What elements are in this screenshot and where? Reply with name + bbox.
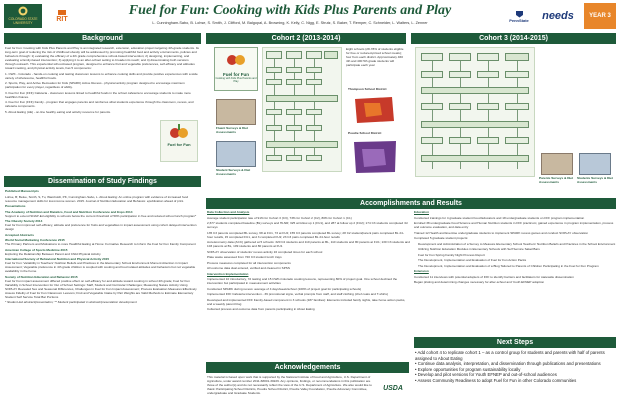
dissemination-heading: Dissemination of Study Findings xyxy=(4,176,201,187)
data-item: 135 C3 parents completed BL survey, 68 at FU1, 73 at FU2; 155 C3 parents completed BL survey; 28 C2 student/parent pairs completed BL 24-hour recalls, 15 completed FU1, and 3 completed FU2; 23 C3 pairs completed BL 24-hour recalls xyxy=(207,230,404,239)
ext-item: Conducted 11 interviews with potential adopters of FFF to identify barriers and facilitators for statewide dissemination xyxy=(414,274,574,279)
csu-logo xyxy=(4,4,42,28)
flow-node xyxy=(266,141,338,148)
data-item: All outcome data dual entered, verified and cleaned in SPSS xyxy=(207,266,290,270)
parents-photo xyxy=(541,153,573,175)
cohort3-heading: Cohort 3 (2014-2015) xyxy=(411,33,616,44)
flow-node xyxy=(324,51,338,59)
fuel-for-fun-logo-text: Fuel for Fun xyxy=(167,142,191,147)
flow-node xyxy=(286,155,302,161)
flow-node xyxy=(449,71,471,78)
acknowledgements-text: This material is based upon work that is supported by the National Institute of Food and Agriculture, U.S. Department of Agriculture, under award number 2011-68001-30229. Any opinions, findings, or recommendations in this publication are those of the author(s) and do not necessarily reflect the view of the U.S. Department of Agriculture. We also would like to thank: Participating School Districts, Poudre School District, Poudre Valley Foundation, Poudre Advocacy Committee, undergraduate and Graduate Students. xyxy=(207,375,372,395)
next-step-text: Assess Community Readiness to adopt Fuel for Fun in other Colorado communities xyxy=(417,377,577,383)
data-item: SOPLAY observation of students' recess activity 16 completed times for each school xyxy=(207,249,323,254)
flow-node xyxy=(449,103,471,110)
presentation-text: The Primary Partners and Motivations to more Healthful Eating at Home: Formative Research to Inform the Fuel for Fun Family Component xyxy=(5,242,196,246)
impl-item: Implemented FFF Cafeteria intervention - 39 promotional signs, verbal prompts from staff, and staff clothing (chef coats and T-shirts) xyxy=(207,292,388,296)
accomplishments-heading: Accomplishments and Results xyxy=(206,198,616,209)
usda-logo xyxy=(380,380,406,396)
cohort2-diagram xyxy=(206,45,406,195)
next-step-text: Explore opportunities for program sustainability locally xyxy=(417,366,521,372)
edu-item: Trained 12 Health and Exercise undergraduate students to implement SPARK recess games and conduct SOPLAY observation xyxy=(414,230,589,235)
flow-node xyxy=(286,125,302,131)
impl-item: Implemented 10 introductory, 7d tasting and 15 CWK-Colorado cooking lessons, representing 80% of project goal. One school declined the intervention but participated in measurement activities xyxy=(207,277,398,285)
presentation-text: Fuel for Fun improved self-efficacy, attitude and preference for fruits and vegetables in impact assessment using cohort delayed intervention design xyxy=(5,223,197,231)
flow-node xyxy=(266,51,282,59)
flow-node xyxy=(266,125,282,131)
flow-node xyxy=(421,137,443,144)
edu-item: Fuel for Fun Spring Family Night Process Report xyxy=(418,252,485,257)
needs-logo xyxy=(537,8,579,24)
flow-node xyxy=(505,53,529,61)
parents-surveys-label: Parents Surveys & Diet Assessments xyxy=(539,176,574,184)
presentation-heading: Society of Nutrition Education and Behavior 2015 xyxy=(5,274,78,279)
background-intro: Fuel for Fun: Cooking with Kids Plus Parents and Play is an integrated research, extension, education project targeting 4th-grade students. Its long-term goal of reducing the risk of childhood obesity will be addressed by promoting healthful food and activity environments, policies and behaviors through: 1) evaluating the efficacy of a 4th grade comprehensive school-based intervention; 2) designing, implementing, and evaluating a family-based intervention; 3) applying it to an after-school setting to broaden its reach; and 4) disseminating both versions through outreach. This experiential school-based program, designed to enhance fruit and vegetable preferences, self-efficacy and attitudes toward cooking, and physical activity levels, has 5 components: xyxy=(5,46,199,70)
bullet-icon: • xyxy=(415,377,418,383)
background-item: 3. Fuel for Fun (FFF) Cafeteria - classroom lessons linked to healthful foods in the school cafeteria to encourage students to make more healthful choices. xyxy=(5,90,191,99)
rit-logo xyxy=(48,6,76,26)
flow-node xyxy=(477,103,499,110)
impl-item: Collected process and outcome data from parents participating in About Eating xyxy=(207,307,315,311)
flow-node xyxy=(266,155,282,161)
flow-node xyxy=(477,137,499,144)
edu-item: The Development, Implementation and Evaluation of a Blog Tailored to Parents of Children Participating in the Fuel for Fun Program xyxy=(418,263,599,268)
background-item: 2. Sports, Play, and Active Recreation for Kids (SPARK) Active Recess - physical activity program designed to encourage maximum participation for every player, regardless of ability. xyxy=(5,81,185,89)
flow-node xyxy=(286,79,302,85)
next-step-item xyxy=(415,350,615,361)
flow-node xyxy=(449,137,471,144)
flow-node xyxy=(421,103,443,110)
poudre-map xyxy=(352,139,398,175)
background-item: 4. Fuel for Fun (FFF) Family - program that engages parents and reinforces what students experience through the classroom, recess, and cafeteria components. xyxy=(5,100,194,108)
rit-logo-text: RIT xyxy=(56,16,68,23)
published-text: Lohse, B; Belue, Smith, S, Tu, Wamboldt, PK, Cunningham-Sabo, L. About Eating: An online program with evidence of increased food resource management skills for low-income women. 2015. Journal of Nutrition Education and Behavior. epublication ahead of print. xyxy=(5,194,189,203)
presentation-text: Exploring the Relationship Between Parent and Child Physical Activity xyxy=(5,251,101,256)
edu-item: The Development, Implementation and Evaluation of Fuel for Fun Action Packs xyxy=(418,258,527,262)
data-item: 2,677 students completed baseline (BL) surveys and HLNR; 325 at follow up 1 (FU1), and 287 at follow up 2 (FU2); 174 C3 students completed 3d surveys xyxy=(207,221,408,229)
flow-node xyxy=(266,67,282,73)
impl-item: Developed and implemented FFF Family-based component in 3 schools (187 families): Elements included family nights, take home action packs, and a weekly parent blog xyxy=(207,297,406,306)
poster-authors: L. Cunningham-Sabo, B. Lohse, S. Smith, J. Clifford, M. Balgopal, A. Browning, K. Kelly, C. Nigg, E. Strutz, S. Baker, T. Remper, C. Schneider, L. Walters, L. Zenner xyxy=(152,21,428,25)
edu-item: Development and Administration of a Survey to Measure Elementary School Teachers' Nutrition Beliefs and Practices in the School Environment xyxy=(418,241,616,246)
usda-logo-text: USDA xyxy=(383,384,403,392)
students-surveys-label: Students Surveys & Diet Assessments xyxy=(577,176,613,184)
flow-node xyxy=(306,79,322,85)
thompson-label: Thompson School District xyxy=(348,87,387,91)
presentation-heading: Accepted Abstracts xyxy=(5,232,34,237)
year-badge-text: YEAR 3 xyxy=(589,13,611,19)
background-heading: Background xyxy=(4,33,201,44)
flow-node xyxy=(505,103,529,110)
flow-node xyxy=(421,87,529,94)
background-item: 5. About Eating (AE) - on-line healthy eating and activity resource for parents. xyxy=(5,109,111,114)
dissemination-body xyxy=(5,189,200,409)
presentation-text: Support to extend SNAP-Ed eligibility to schools below the current threshold of 50% participation in free and reduced school lunch program* xyxy=(5,213,197,218)
bullet-icon: • xyxy=(415,372,418,378)
cohort2-brand-sub: Cooking with Kids Plus Parents and Play xyxy=(215,77,257,83)
presentation-heading: American College of Sports Medicine 2015 xyxy=(5,247,68,252)
background-item: 1. CWK - Colorado - hands-on cooking and tasting classroom lessons to enhance cooking skills and provide positive experiences with a wide variety of wholesome, healthful foods. xyxy=(5,71,198,80)
next-step-text: Continue data analysis, interpretation, and dissemination through publications and presentations xyxy=(417,361,601,367)
flow-node xyxy=(306,67,322,73)
ext-item: Began piloting and determining changes necessary for after-school and Youth EFNEP adoption xyxy=(414,280,545,284)
students-photo xyxy=(216,141,256,167)
acknowledgements-heading: Acknowledgements xyxy=(206,362,409,373)
vegetables-icon xyxy=(168,123,190,141)
presentation-heading: The Academy of Nutrition and Dietetics, Food and Nutrition Conference and Expo 2014 xyxy=(5,209,133,214)
thompson-map xyxy=(352,95,396,125)
bullet-icon: • xyxy=(415,366,418,372)
needs-logo-text: needs xyxy=(542,10,574,22)
cohort2-brand-title: Fuel for Fun xyxy=(223,72,249,77)
flow-node xyxy=(306,109,322,115)
presentation-heading: World Social Marketing Conference 2015 xyxy=(5,238,65,242)
flow-node xyxy=(421,53,443,61)
data-item: Process measures completed for all intervention components xyxy=(207,260,291,265)
flow-node xyxy=(286,109,302,115)
data-item: Average student participation rate of 91% for Cohort 3 (C3), 73% for Cohort 2 (C2), 80% for Cohort 1 (C1) xyxy=(207,215,352,220)
next-step-text: Develop and pilot versions for Youth EFNEP and out-of-school audiences xyxy=(417,372,557,378)
pennstate-logo-text: PennState xyxy=(509,17,529,23)
flow-node xyxy=(477,71,499,78)
flow-node xyxy=(266,95,338,102)
dissemination-footnote: * Student-led abstract/presentation; ** Student participated in abstract/presentation development xyxy=(5,300,137,304)
fluent-surveys-label: Fluent Surveys & Diet Assessments xyxy=(216,126,248,134)
flow-node xyxy=(286,67,302,73)
data-collection-heading: Data Collection and Analysis xyxy=(207,210,250,214)
flow-node xyxy=(286,51,302,59)
presentation-text: Fuel for Fun impact assessment differed positive effect on self-efficacy for and attitude toward cooking in school 4th grade; Fuel for Fun Variability in School Intervention for Out of School Settings: Staff, Student and Curricular Challenges; Measuring Nature Activity Using SOPLAY Revealed Sex and Seasonal Differences, Challenges in Fuel for Fun Impact Assessment; Process Evaluation Measures Effectively Assess Fidelity of Fuel for Fun Classroom Lessons; Fruit and Vegetable Intake by Pair Weights are Valid Methods to Estimate Elementary Student Self Service Total Bar Portions xyxy=(5,278,197,299)
next-steps-heading: Next Steps xyxy=(414,337,616,348)
vegetables-icon xyxy=(225,51,247,67)
edu-item: Conducted trainings for 4 graduate student Food Educators and 18 undergraduate students on FFF program implementation xyxy=(414,215,585,220)
presentation-heading: International Society of Behavioral Nutrition and Physical Activity 2015 xyxy=(5,257,110,261)
edu-item: Completed 5 graduate student projects: xyxy=(414,236,469,240)
pennstate-logo xyxy=(505,8,533,24)
edu-item: Enrolled 38 undergraduate Food Science and Human Nutrition students in FFF practicum; gained experience in program implementation, process and outcome evaluation, and data entry xyxy=(414,221,614,229)
poster-title: Fuel for Fun: Cooking with Kids Plus Parents and Play xyxy=(128,3,452,18)
students-photo xyxy=(579,153,611,175)
tiger-icon xyxy=(57,9,67,16)
impl-item: Conducted SPARK during recess: average of 4 days/week/school (100% of project goal for participating schools) xyxy=(207,286,362,291)
flow-node xyxy=(477,53,499,61)
year-badge xyxy=(584,3,616,29)
ram-icon xyxy=(15,5,31,16)
flow-node xyxy=(421,71,443,78)
presentation-heading: The Obesity Society 2014 xyxy=(5,219,43,223)
bullet-icon: • xyxy=(415,350,418,355)
flow-node xyxy=(421,155,529,162)
flow-node xyxy=(266,79,282,85)
presentation-text: Fuel for Fun: Variability in Teachers' Nutrition Beliefs and Practices in the Elementary School Environment Moment Attention in Impact Assessment; Vegetable preference in 4th grade children is coupled with cooking and food related attitudes and behaviors but not vegetable availability in the home xyxy=(5,261,196,273)
presentations-heading: Presentations xyxy=(5,204,26,208)
flow-node xyxy=(306,125,322,131)
fuel-for-fun-logo xyxy=(160,120,198,162)
shield-icon xyxy=(515,10,524,18)
flow-node xyxy=(421,121,529,128)
flow-node xyxy=(505,71,529,78)
flow-node xyxy=(306,51,322,59)
extension-heading: Extension xyxy=(414,269,429,273)
education-heading: Education xyxy=(414,210,429,214)
next-step-text: Add cohort 4 to replicate cohort 1 – as a control group for students and parents with half of parents assigned to About Eating xyxy=(415,350,605,361)
flow-node xyxy=(505,137,529,144)
flow-node xyxy=(266,109,282,115)
student-surveys-label: Student Surveys & Diet Assessments xyxy=(216,168,251,176)
accomplishments-left xyxy=(207,210,410,358)
bullet-icon: • xyxy=(415,361,418,367)
csu-logo-text: COLORADO STATE UNIVERSITY xyxy=(8,17,38,25)
parents-photo xyxy=(216,99,256,125)
cohort2-heading: Cohort 2 (2013-2014) xyxy=(206,33,406,44)
next-step-item xyxy=(415,378,615,384)
implementation-heading: Intervention Implementation xyxy=(207,271,249,276)
cohort2-brand-box xyxy=(214,47,258,91)
data-item: Plate waste assessed from 720 C3 student lunch trays xyxy=(207,255,282,259)
flow-node xyxy=(306,155,322,161)
edu-item: Utilizing Nutrition Education Modules in Elementary Schools with Self Service Salad Bars xyxy=(418,247,540,251)
accomplishments-right xyxy=(414,210,616,334)
schools-note: Eight schools (28-78% of students eligible for free or reduced-priced school meals); four from each district. Approximately 460 4th and 400 5th grade students will participate each year xyxy=(346,47,404,67)
next-steps-list xyxy=(415,350,615,410)
flow-node xyxy=(449,53,471,61)
cohort3-diagram xyxy=(411,45,616,195)
published-heading: Published Manuscripts xyxy=(5,189,39,193)
poudre-label: Poudre School District xyxy=(348,131,382,135)
data-item: Accelerometry data (ACC) gathered at 5 schools: 320 C2 students and 110 parents at BL, 110 students and 80 parents at FU1; 130 C3 students and 103 parents at BL, 109 students and 80 parents at FU1 xyxy=(207,240,410,248)
